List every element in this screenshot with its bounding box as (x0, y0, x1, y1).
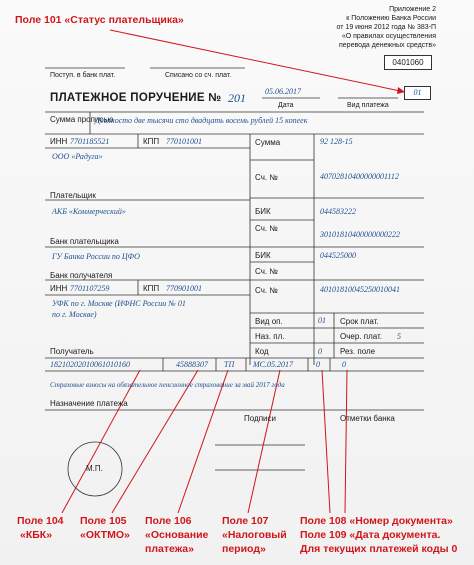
purpose-label: Назначение платежа (50, 399, 128, 408)
payer-kpp-label: КПП (143, 137, 160, 146)
payer-bank-bik-value: 044583222 (320, 207, 356, 216)
payment-term-label: Срок плат. (340, 317, 379, 326)
sum-label: Сумма (255, 138, 281, 147)
payer-inn-label: ИНН (50, 137, 68, 146)
operation-kind-value: 01 (318, 316, 326, 325)
bank-marks-label: Отметки банка (340, 414, 395, 423)
doc-number-value: 0 (316, 360, 320, 369)
payee-bank-account-label: Сч. № (255, 267, 278, 276)
payee-account-value: 40101810045250010041 (320, 285, 400, 294)
tax-period-value: МС.05.2017 (253, 360, 293, 369)
callout-field-109-line-1: Поле 109 «Дата документа. (300, 529, 441, 541)
payer-inn-value: 7701185521 (70, 137, 110, 146)
order-title: ПЛАТЕЖНОЕ ПОРУЧЕНИЕ № (50, 92, 222, 104)
callout-field-106-name-2: платежа» (145, 543, 194, 555)
payee-bank-bik-value: 044525000 (320, 251, 356, 260)
callout-field-101: Поле 101 «Статус плательщика» (15, 14, 184, 26)
callout-field-108: Поле 108 «Номер документа» (300, 515, 453, 527)
callout-field-104-name: «КБК» (20, 529, 53, 541)
basis-value: ТП (224, 360, 235, 369)
payer-bank-account-label: Сч. № (255, 224, 278, 233)
payment-priority-value: 5 (397, 332, 401, 341)
payee-label: Получатель (50, 347, 94, 356)
attachment-line-3: от 19 июня 2012 года № 383-П (336, 24, 436, 31)
payer-account-label: Сч. № (255, 173, 278, 182)
payment-purpose-code-label: Наз. пл. (255, 332, 285, 341)
amount-words-value: Девяносто две тысячи сто двадцать восемь рублей 15 копеек (95, 116, 308, 125)
payer-bank-label: Банк плательщика (50, 237, 119, 246)
attachment-line-2: к Положению Банка России (346, 15, 436, 22)
callout-field-104-title: Поле 104 (17, 515, 64, 527)
payer-bank-name: АКБ «Коммерческий» (52, 207, 126, 216)
code-value: 0 (318, 347, 322, 356)
payer-bank-bik-label: БИК (255, 207, 271, 216)
payer-status-box: 01 (404, 86, 431, 100)
payer-label: Плательщик (50, 191, 96, 200)
callout-field-105-name: «ОКТМО» (80, 529, 130, 541)
payee-inn-label: ИНН (50, 284, 68, 293)
callout-field-107-name-2: период» (222, 543, 266, 555)
signatures-label: Подписи (244, 414, 276, 423)
callout-field-107-title: Поле 107 (222, 515, 269, 527)
purpose-text: Страховые взносы на обязательное пенсионное страхование за май 2017 года (50, 381, 285, 389)
callout-field-106-name-1: «Основание (145, 529, 209, 541)
attachment-line-4: «О правилах осуществления (341, 33, 436, 40)
payment-priority-label: Очер. плат. (340, 332, 383, 341)
attachment-line-5: перевода денежных средств» (339, 42, 436, 49)
payee-bank-label: Банк получателя (50, 271, 113, 280)
form-code-box: 0401060 (384, 55, 432, 70)
payee-bank-name: ГУ Банка России по ЦФО (52, 252, 140, 261)
callout-field-106-title: Поле 106 (145, 515, 192, 527)
order-date: 05.06.2017 (265, 87, 301, 96)
order-number: 201 (228, 91, 246, 105)
date-label: Дата (278, 102, 294, 109)
payee-inn-value: 7701107259 (70, 284, 110, 293)
payment-kind-label: Вид платежа (347, 102, 389, 109)
doc-date-value: 0 (342, 360, 346, 369)
callout-field-109-line-2: Для текущих платежей коды 0 (300, 543, 458, 555)
payee-name-line-2: по г. Москве) (52, 310, 97, 319)
attachment-line-1: Приложение 2 (389, 6, 436, 13)
debited-label: Списано со сч. плат. (165, 72, 232, 79)
reserve-field-label: Рез. поле (340, 347, 376, 356)
callout-field-107-name-1: «Налоговый (222, 529, 287, 541)
sum-value: 92 128-15 (320, 137, 353, 146)
payee-kpp-value: 770901001 (166, 284, 202, 293)
payer-name: ООО «Радуга» (52, 152, 103, 161)
payer-account-value: 40702810400000001112 (320, 172, 399, 181)
code-label: Код (255, 347, 269, 356)
amount-words-label: Сумма прописью (50, 115, 114, 124)
payee-bank-bik-label: БИК (255, 251, 271, 260)
payee-name-line-1: УФК по г. Москве (ИФНС России № 01 (52, 299, 186, 308)
payee-account-label: Сч. № (255, 286, 278, 295)
operation-kind-label: Вид оп. (255, 317, 283, 326)
stamp-label: М.П. (86, 464, 103, 473)
payee-kpp-label: КПП (143, 284, 160, 293)
kbk-value: 18210202010061010160 (50, 360, 130, 369)
received-label: Поступ. в банк плат. (50, 72, 116, 79)
callout-field-105-title: Поле 105 (80, 515, 127, 527)
payer-bank-account-value: 30101810400000000222 (320, 230, 400, 239)
oktmo-value: 45888307 (176, 360, 208, 369)
payer-kpp-value: 770101001 (166, 137, 202, 146)
